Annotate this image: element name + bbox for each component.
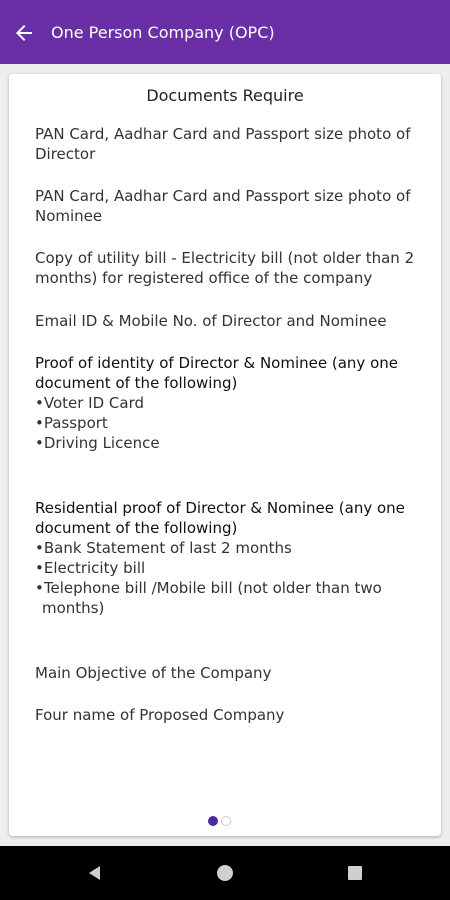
identity-proof-heading: Proof of identity of Director & Nominee (any one document of the following): [35, 354, 398, 392]
list-item: •Telephone bill /Mobile bill (not older than two months): [35, 579, 382, 617]
list-item: •Bank Statement of last 2 months: [35, 539, 292, 557]
page-indicator: [208, 816, 231, 826]
page-dot-active[interactable]: [208, 816, 218, 826]
back-button[interactable]: [10, 19, 38, 47]
document-item: PAN Card, Aadhar Card and Passport size photo of Nominee: [35, 187, 411, 225]
triangle-back-icon: [86, 864, 104, 882]
document-item: Email ID & Mobile No. of Director and Nominee: [35, 312, 387, 330]
document-item: Four name of Proposed Company: [35, 706, 285, 724]
residential-proof-section: [35, 498, 427, 618]
identity-proof-section: [35, 353, 427, 453]
documents-card: [9, 74, 441, 836]
page-title: One Person Company (OPC): [51, 23, 275, 42]
document-item: Main Objective of the Company: [35, 664, 272, 682]
app-bar: [0, 0, 450, 64]
nav-back-button[interactable]: [84, 862, 106, 884]
document-item: PAN Card, Aadhar Card and Passport size photo of Director: [35, 125, 411, 163]
nav-recents-button[interactable]: [344, 862, 366, 884]
page-dot-inactive[interactable]: [221, 816, 231, 826]
system-nav-bar: [0, 846, 450, 900]
circle-home-icon: [216, 864, 234, 882]
nav-home-button[interactable]: [214, 862, 236, 884]
list-item: •Passport: [35, 414, 108, 432]
card-title: Documents Require: [146, 86, 304, 105]
arrow-left-icon: [12, 21, 36, 45]
residential-proof-heading: Residential proof of Director & Nominee (any one document of the following): [35, 499, 405, 537]
list-item: •Electricity bill: [35, 559, 146, 577]
list-item: •Voter ID Card: [35, 394, 144, 412]
square-recents-icon: [346, 864, 364, 882]
list-item: •Driving Licence: [35, 434, 160, 452]
document-item: Copy of utility bill - Electricity bill (not older than 2 months) for registered office of the company: [35, 249, 415, 287]
